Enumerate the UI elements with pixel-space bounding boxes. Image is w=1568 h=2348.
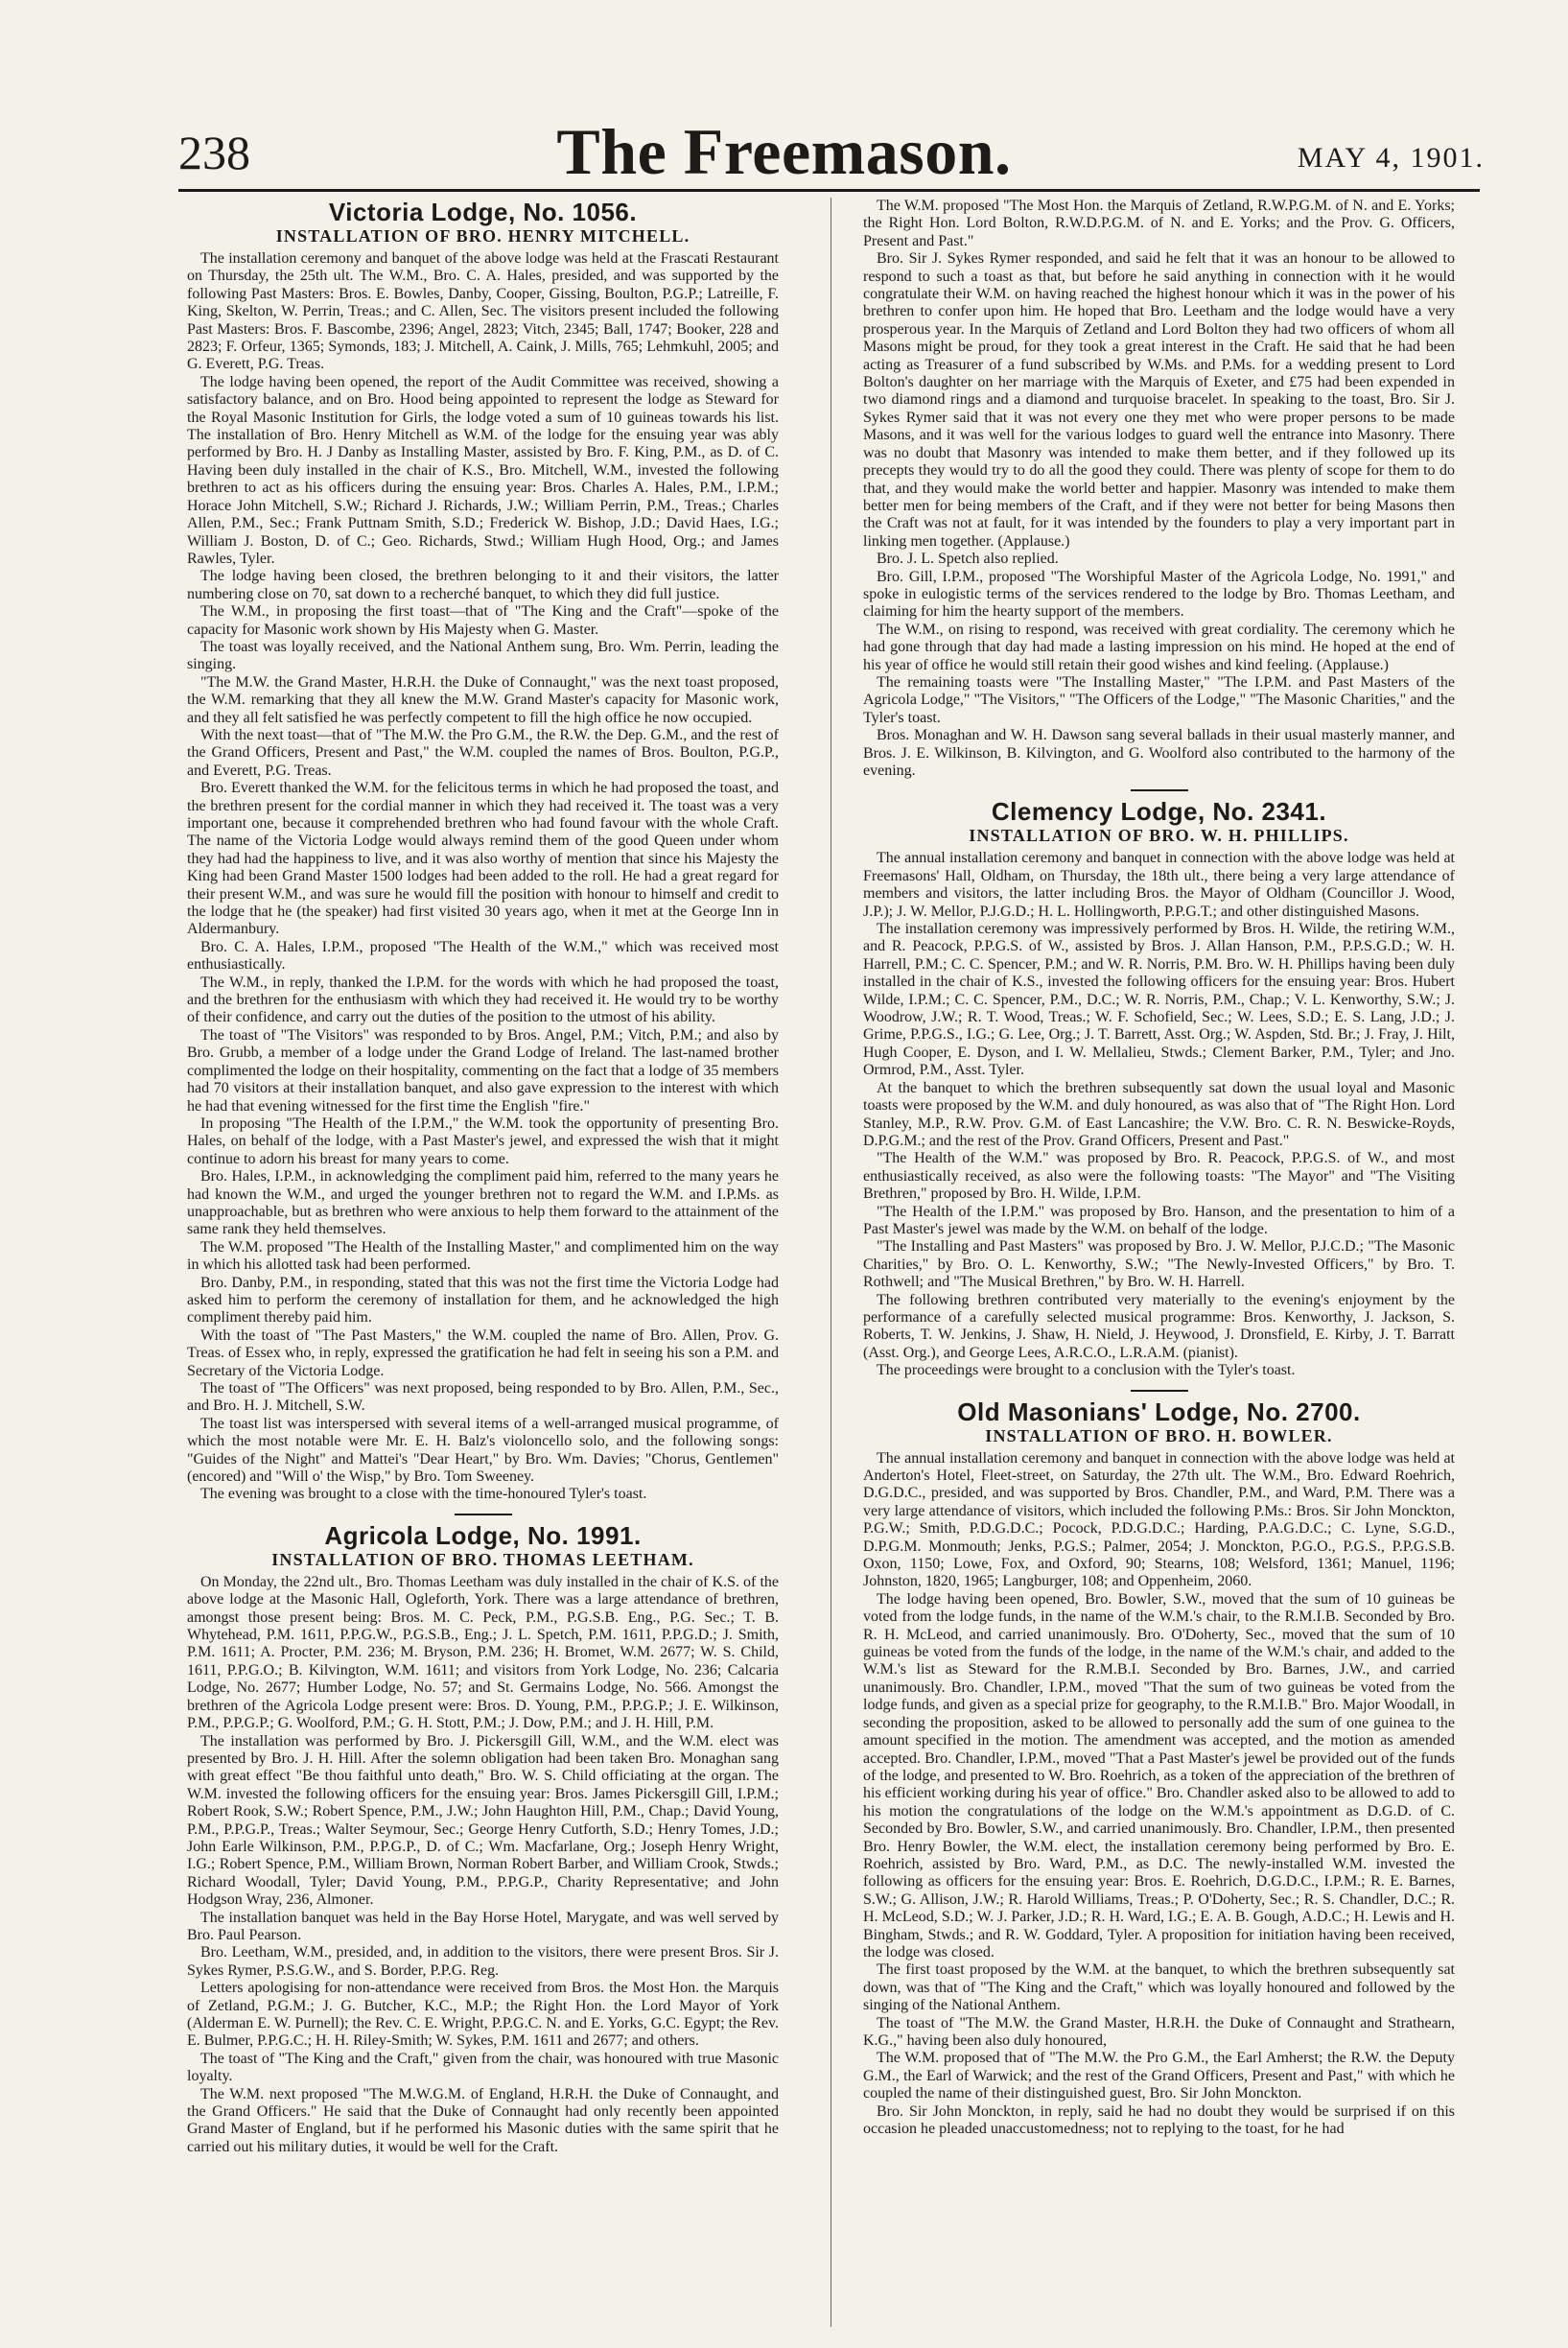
paragraph: The evening was brought to a close with the time-honoured Tyler's toast. (200, 1486, 647, 1503)
article-victoria-lodge (187, 198, 779, 1504)
paragraph: The installation banquet was held in the Bay Horse Hotel, Marygate, and was well served by Bro. Paul Pearson. (187, 1909, 779, 1943)
paragraph: Bros. Monaghan and W. H. Dawson sang several ballads in their usual masterly manner, and Bros. J. E. Wilkinson, B. Kilvington, and G. Woolford also contributed to the harmony of the evening. (863, 727, 1455, 779)
paragraph: Bro. Everett thanked the W.M. for the felicitous terms in which he had proposed the toast, and the brethren present for the cordial manner in which they had received it. The toast was a very important one, because it comprehended brethren who had found favour with the whole Craft. The name of the Victoria Lodge would always remind them of the good Queen under whom they had had the happiness to live, and it was also worthy of mention that since his Majesty the King had been Grand Master 1500 lodges had been added to the roll. He had a great regard for their present W.M., and was sure he would fill the position with honour to himself and credit to the lodge that he (the speaker) had first visited 30 years ago, when it met at the George Inn in Aldermanbury. (187, 780, 779, 938)
paragraph: The W.M. proposed "The Most Hon. the Marquis of Zetland, R.W.P.G.M. of N. and E. Yorks; the Right Hon. Lord Bolton, R.W.D.P.G.M. of N. and E. Yorks; and the Prov. G. Officers, Present and Past." (863, 198, 1455, 249)
article-clemency-lodge (863, 797, 1455, 1379)
right-column (863, 198, 1455, 2344)
paragraph: Bro. Sir J. Sykes Rymer responded, and said he felt that it was an honour to be allowed to respond to such a toast as that, but before he said anything in connection with it he would congratulate their W.M. on having reached the highest honour which it was in the power of his brethren to confer upon him. He hoped that Bro. Leetham and the lodge would have a very prosperous year. In the Marquis of Zetland and Lord Bolton they had two officers of whom all Masons might be proud, for they took a great interest in the Craft. He said that he had been acting as Treasurer of a fund subscribed by W.Ms. and P.Ms. for a wedding present to Lord Bolton's daughter on her marriage with the Marquis of Exeter, and £75 had been expended in two diamond rings and a diamond and turquoise bracelet. In speaking to the toast, Bro. Sir J. Sykes Rymer said that it was not every one they met who were proper persons to be made Masons, and it was well for the various lodges to guard well the entrance into Masonry. There was no doubt that Masonry was intended to make them better, and if they followed up its precepts they would try to do all the good they could. There was plenty of scope for them to do that, and they would make the world better and happier. Masonry was intended to make them better men for being members of the Craft, and if they were not better for being Masons then the Craft was not at fault, for it was intended by the founders to play a very important part in linking men together. (Applause.) (863, 250, 1455, 550)
paragraph: The toast list was interspersed with several items of a well-arranged musical programme, of which the most notable were Mr. E. H. Balz's violoncello solo, and the following songs: "Guides of the Night" and Mattei's "Dear Heart," by Bro. Wm. Davies; "Chorus, Gentlemen" (encored) and "Will o' the Wisp," by Bro. Tom Sweeney. (187, 1415, 779, 1486)
paragraph: The toast was loyally received, and the National Anthem sung, Bro. Wm. Perrin, leading the singing. (187, 638, 779, 673)
paragraph: The lodge having been opened, the report of the Audit Committee was received, showing a satisfactory balance, and on Bro. Hood being appointed to represent the lodge as Steward for the Royal Masonic Institution for Girls, the lodge voted a sum of 10 guineas towards his list. The installation of Bro. Henry Mitchell as W.M. of the lodge for the ensuing year was ably performed by Bro. H. J Danby as Installing Master, assisted by Bro. F. King, P.M., as D. of C. Having been duly installed in the chair of K.S., Bro. Mitchell, W.M., invested the following brethren to act as his officers during the ensuing year: Bros. Charles A. Hales, P.M., I.P.M.; Horace John Mitchell, S.W.; Richard J. Richards, J.W.; William Perrin, P.M., Treas.; Charles Allen, P.M., Sec.; Frank Puttnam Smith, S.D.; Frederick W. Bishop, J.D.; David Haes, I.G.; William J. Boston, D. of C.; Geo. Richards, Stwd.; William Hugh Hood, Org.; and James Rawles, Tyler. (187, 373, 779, 567)
article-body (863, 850, 1455, 1379)
paragraph: With the next toast—that of "The M.W. the Pro G.M., the R.W. the Dep. G.M., and the rest of the Grand Officers, Present and Past," the W.M. coupled the names of Bros. Boulton, P.G.P., and Everett, P.G. Treas. (187, 726, 779, 779)
paragraph: "The Health of the I.P.M." was proposed by Bro. Hanson, and the presentation to him of a Past Master's jewel was made by the W.M. on behalf of the lodge. (863, 1203, 1455, 1237)
paragraph: The W.M., on rising to respond, was received with great cordiality. The ceremony which he had gone through that day had made a lasting impression on his mind. He hoped at the end of his year of office he would still retain their good wishes and kind feeling. (Applause.) (863, 621, 1455, 673)
paragraph: The W.M., in reply, thanked the I.P.M. for the words with which he had proposed the toast, and the brethren for the enthusiasm with which they had received it. He would try to be worthy of their confidence, and carry out the duties of the position to the utmost of his ability. (187, 974, 779, 1026)
paragraph: The W.M. proposed "The Health of the Installing Master," and complimented him on the way in which his allotted task had been performed. (187, 1238, 779, 1274)
paragraph: The lodge having been opened, Bro. Bowler, S.W., moved that the sum of 10 guineas be voted from the lodge funds, in the name of the W.M.'s chair, to the R.M.I.B. Seconded by Bro. R. H. McLeod, and carried unanimously. Bro. O'Doherty, Sec., moved that the sum of 10 guineas be voted from the funds of the lodge, in the name of the W.M.'s chair, and added to the W.M.'s list as Steward for the R.M.B.I. Seconded by Bro. Barnes, J.W., and carried unanimously. Bro. Chandler, I.P.M., moved "That the sum of two guineas be voted from the lodge funds, and given as a special prize for geography, to the R.M.I.B." Bro. Major Woodall, in seconding the proposition, asked to be allowed to personally add the sum of one guinea to the amount specified in the motion. The amendment was accepted, and the motion as amended accepted. Bro. Chandler, I.P.M., moved "That a Past Master's jewel be provided out of the funds of the lodge, and presented to W. Bro. Roehrich, as a token of the appreciation of the brethren of his efficient working during his year of office." Bro. Chandler asked also to be allowed to add to his motion the congratulations of the lodge on the W.M.'s appointment as D.G.D. of C. Seconded by Bro. Bowler, S.W., and carried unanimously. Bro. Chandler, I.P.M., then presented Bro. Henry Bowler, the W.M. elect, the installation ceremony being performed by Bro. E. Roehrich, assisted by Bro. Ward, P.M., as D.C. The newly-installed W.M. invested the following as officers for the ensuing year: Bros. E. Roehrich, D.G.D.C., I.P.M.; R. E. Barnes, S.W.; G. Allison, J.W.; R. Harold Williams, Treas.; P. O'Doherty, Sec.; R. S. Chandler, D.C.; R. H. McLeod, S.D.; W. J. Parker, J.D.; R. H. Ward, I.G.; E. A. B. Gough, A.D.C.; H. Lewis and H. Bingham, Stwds.; and R. W. Goddard, Tyler. A proposition for initiation having been received, the lodge was closed. (863, 1590, 1455, 1961)
article-title: Victoria Lodge, No. 1056. (328, 198, 638, 226)
article-body (187, 1574, 779, 2156)
paragraph: The toast of "The King and the Craft," given from the chair, was honoured with true Masonic loyalty. (187, 2050, 779, 2085)
publication-title: The Freemason. (556, 115, 1012, 188)
paragraph: On Monday, the 22nd ult., Bro. Thomas Leetham was duly installed in the chair of K.S. of the above lodge at the Masonic Hall, Ogleforth, York. There was a large attendance of brethren, amongst those present being: Bros. M. C. Peck, P.M., P.G.S.B. Eng., P.G. Sec.; T. B. Whytehead, P.M. 1611, P.P.G.W., P.G.S.B., Eng.; J. L. Spetch, P.M. 1611, P.P.G.D.; J. Smith, P.M. 1611; A. Procter, P.M. 236; M. Bryson, P.M. 236; H. Bromet, W.M. 2677; W. S. Child, 1611, P.P.G.O.; B. Kilvington, W.M. 1611; and visitors from York Lodge, No. 236; Calcaria Lodge, No. 2677; Humber Lodge, No. 57; and St. Germains Lodge, No. 566. Amongst the brethren of the Agricola Lodge present were: Bros. D. Young, P.M., P.P.G.P.; J. E. Wilkinson, P.M., P.P.G.P.; G. Woolford, P.M.; G. H. Stott, P.M.; J. Dow, P.M.; and J. H. Hill, P.M. (187, 1573, 779, 1732)
paragraph: The proceedings were brought to a conclusion with the Tyler's toast. (877, 1362, 1296, 1379)
paragraph: The lodge having been closed, the brethren belonging to it and their visitors, the latter numbering close on 70, sat down to a recherché banquet, to which they did full justice. (187, 568, 779, 602)
paragraph: The toast of "The Visitors" was responded to by Bros. Angel, P.M.; Vitch, P.M.; and also by Bro. Grubb, a member of a lodge under the Grand Lodge of Ireland. The last-named brother complimented the lodge on their hospitality, commenting on the fact that a lodge of 35 members had 70 visitors at their installation banquet, and also gave expression to the interest with which he had that evening witnessed for the first time the English "fire." (187, 1026, 779, 1115)
article-agricola-lodge (187, 1521, 779, 2156)
paragraph: The installation was performed by Bro. J. Pickersgill Gill, W.M., and the W.M. elect was presented by Bro. J. H. Hill. After the solemn obligation had been taken Bro. Monaghan sang with great effect "Be thou faithful unto death," Bro. W. S. Child officiating at the organ. The W.M. invested the following officers for the ensuing year: Bros. James Pickersgill Gill, I.P.M.; Robert Rook, S.W.; Robert Spence, P.M., J.W.; John Haughton Hill, P.M., Chap.; David Young, P.M., P.P.G.P., Treas.; Walter Seymour, Sec.; George Henry Cutforth, S.D.; Henry Tomes, J.D.; John Earle Wilkinson, P.M., P.P.G.P., D. of C.; Wm. Macfarlane, Org.; Joseph Henry Wright, I.G.; Robert Spence, P.M., William Brown, Norman Robert Barber, and William Crook, Stwds.; Richard Woodall, Tyler; David Young, P.M., P.P.G.P., Charity Representative; and John Hodgson Wray, 236, Almoner. (187, 1732, 779, 1909)
article-title: Agricola Lodge, No. 1991. (324, 1520, 642, 1550)
paragraph: The W.M., in proposing the first toast—that of "The King and the Craft"—spoke of the capacity for Masonic work shown by His Majesty when G. Master. (187, 603, 779, 638)
paragraph: Letters apologising for non-attendance were received from Bros. the Most Hon. the Marquis of Zetland, P.G.M.; J. G. Butcher, K.C., M.P.; the Right Hon. the Lord Mayor of York (Alderman E. W. Purnell); the Rev. C. E. Wright, P.P.G.C. N. and E. Yorks, G.C. Egypt; the Rev. E. Bulmer, P.P.G.C.; H. H. Riley-Smith; W. Sykes, P.M. 1611 and 2677; and others. (187, 1980, 779, 2050)
paragraph: The annual installation ceremony and banquet in connection with the above lodge was held at Freemasons' Hall, Oldham, on Thursday, the 18th ult., there being a very large attendance of members and visitors, the latter including Bros. the Mayor of Oldham (Councillor J. Wood, J.P.); J. W. Mellor, P.J.G.D.; H. L. Hollingworth, P.P.G.T.; and other distinguished Masons. (863, 850, 1455, 920)
section-rule (1131, 1390, 1188, 1392)
article-body (863, 198, 1455, 780)
paragraph: Bro. Hales, I.P.M., in acknowledging the compliment paid him, referred to the many years he had known the W.M., and urged the younger brethren not to regard the W.M. and I.P.Ms. as unapproachable, but as brethren who were anxious to help them forward to the attainment of the same rank they held themselves. (187, 1168, 779, 1238)
article-title: Clemency Lodge, No. 2341. (991, 797, 1327, 827)
article-subtitle: INSTALLATION OF BRO. HENRY MITCHELL. (275, 226, 690, 246)
paragraph: Bro. C. A. Hales, I.P.M., proposed "The Health of the W.M.," which was received most enthusiastically. (187, 938, 779, 974)
paragraph: Bro. Danby, P.M., in responding, stated that this was not the first time the Victoria Lodge had asked him to perform the ceremony of installation for them, and he acknowledged the high compliment thereby paid him. (187, 1274, 779, 1327)
left-column (187, 198, 779, 2344)
article-agricola-continued (863, 198, 1455, 780)
section-rule (455, 1514, 512, 1515)
article-subtitle: INSTALLATION OF BRO. W. H. PHILLIPS. (969, 826, 1349, 846)
article-title: Old Masonians' Lodge, No. 2700. (957, 1397, 1361, 1426)
article-body (187, 250, 779, 1504)
paragraph: The remaining toasts were "The Installing Master," "The I.P.M. and Past Masters of the Agricola Lodge," "The Visitors," "The Officers of the Lodge," "The Masonic Charities," and the Tyler's toast. (863, 673, 1455, 726)
issue-date: MAY 4, 1901. (1297, 142, 1485, 174)
paragraph: Bro. Gill, I.P.M., proposed "The Worshipful Master of the Agricola Lodge, No. 1991," and spoke in eulogistic terms of the services rendered to the lodge by Bro. Thomas Leetham, and claiming for him the hearty support of the members. (863, 568, 1455, 621)
paragraph: The annual installation ceremony and banquet in connection with the above lodge was held at Anderton's Hotel, Fleet-street, on Saturday, the 27th ult. The W.M., Bro. Edward Roehrich, D.G.D.C., presided, and was supported by Bros. Chandler, P.M., and Ward, P.M. There was a very large attendance of visitors, which included the following P.Ms.: Bros. Sir John Monckton, P.G.W.; Smith, P.D.G.D.C.; Pocock, P.D.G.D.C.; Harding, P.A.G.D.C.; C. Lyne, S.G.D., D.P.G.M. Monmouth; Jenks, P.G.S.; Palmer, 2054; J. Monckton, P.G.O., P.G.S., P.P.G.S.B. Oxon, 1150; Lowe, Fox, and Oxford, 90; Stearns, 108; Welsford, 1361; Manuel, 1196; Johnston, 1820, 1965; Langburger, 108; and Oppenheim, 2060. (863, 1449, 1455, 1590)
paragraph: With the toast of "The Past Masters," the W.M. coupled the name of Bro. Allen, Prov. G. Treas. of Essex who, in reply, expressed the gratification he had felt in seeing his son a P.M. and Secretary of the Victoria Lodge. (187, 1327, 779, 1379)
masthead (0, 0, 1568, 192)
page-number: 238 (178, 126, 250, 179)
paragraph: "The Installing and Past Masters" was proposed by Bro. J. W. Mellor, P.J.C.D.; "The Masonic Charities," by Bro. O. L. Kenworthy, S.W.; "The Newly-Invested Officers," by Bro. T. Rothwell; and "The Musical Brethren," by Bro. W. H. Harrell. (863, 1238, 1455, 1291)
paragraph: The installation ceremony and banquet of the above lodge was held at the Frascati Restaurant on Thursday, the 25th ult. The W.M., Bro. C. A. Hales, presided, and was supported by the following Past Masters: Bros. E. Bowles, Danby, Cooper, Gissing, Boulton, P.G.P.; Latreille, F. King, Skelton, W. Perrin, Treas.; and C. Allen, Sec. The visitors present included the following Past Masters: Bros. F. Bascombe, 2396; Angel, 2823; Vitch, 2345; Ball, 1747; Booker, 228 and 2823; F. Orfeur, 1365; Symonds, 183; J. Mitchell, A. Caink, J. Mills, 765; Lehmkuhl, 2005; and G. Everett, P.G. Treas. (187, 250, 779, 373)
paragraph: The toast of "The Officers" was next proposed, being responded to by Bro. Allen, P.M., Sec., and Bro. H. J. Mitchell, S.W. (187, 1380, 779, 1415)
paragraph: Bro. J. L. Spetch also replied. (877, 551, 1059, 568)
paragraph: In proposing "The Health of the I.P.M.," the W.M. took the opportunity of presenting Bro. Hales, on behalf of the lodge, with a Past Master's jewel, and expressed the wish that it might continue to adorn his breast for many years to come. (187, 1115, 779, 1167)
paragraph: The following brethren contributed very materially to the evening's enjoyment by the performance of a carefully selected musical programme: Bros. Kenworthy, J. Jackson, S. Roberts, T. W. Jenkins, J. Shaw, H. Nield, J. Heywood, J. Dronsfield, E. Kirby, J. T. Barratt (Asst. Org.), and George Lees, A.R.C.O., L.R.A.M. (pianist). (863, 1291, 1455, 1361)
paragraph: Bro. Sir John Monckton, in reply, said he had no doubt they would be surprised if on this occasion he pleaded unaccustomedness; not to replying to the toast, for he had (863, 2102, 1455, 2138)
paragraph: "The M.W. the Grand Master, H.R.H. the Duke of Connaught," was the next toast proposed, the W.M. remarking that they all knew the M.W. Grand Master's capacity for Masonic work, and they all felt satisfied he was perfectly competent to fill the high office he now occupied. (187, 673, 779, 726)
masthead-rule (178, 189, 1480, 192)
paragraph: "The Health of the W.M." was proposed by Bro. R. Peacock, P.P.G.S. of W., and most enthusiastically received, as also were the following toasts: "The Mayor" and "The Visiting Brethren," proposed by Bro. H. Wilde, I.P.M. (863, 1150, 1455, 1203)
paragraph: The installation ceremony was impressively performed by Bros. H. Wilde, the retiring W.M., and R. Peacock, P.P.G.S. of W., assisted by Bros. J. Allan Hanson, P.M., P.P.S.G.D.; W. H. Harrell, P.M.; C. C. Spencer, P.M.; and W. R. Norris, P.M. Bro. W. H. Phillips having been duly installed in the chair of K.S., invested the following officers for the ensuing year: Bros. Hubert Wilde, I.P.M.; C. C. Spencer, P.M., D.C.; W. R. Norris, P.M., Chap.; V. L. Kenworthy, S.W.; J. Woodrow, J.W.; R. T. Wood, Treas.; W. F. Schofield, Sec.; W. Lees, S.D.; E. S. Lang, J.D.; J. Grime, P.P.G.S., I.G.; G. Lee, Org.; J. T. Barrett, Asst. Org.; W. Aspden, Std. Br.; J. Fray, J. Hilt, Hugh Cooper, E. Dyson, and I. W. Mellalieu, Stwds.; Clement Barker, P.M., Tyler; and Jno. Ormrod, P.M., Asst. Tyler. (863, 921, 1455, 1079)
paragraph: The W.M. proposed that of "The M.W. the Pro G.M., the Earl Amherst; the R.W. the Deputy G.M., the Earl of Warwick; and the rest of the Grand Officers, Present and Past," with which he coupled the name of their distinguished guest, Bro. Sir John Monckton. (863, 2050, 1455, 2102)
paragraph: At the banquet to which the brethren subsequently sat down the usual loyal and Masonic toasts were proposed by the W.M. and duly honoured, as was also that of "The Right Hon. Lord Stanley, M.P., R.W. Prov. G.M. of East Lancashire; the V.W. Bro. C. R. N. Beswicke-Royds, D.P.G.M.; and the rest of the Prov. Grand Officers, Present and Past." (863, 1079, 1455, 1149)
article-old-masonians-lodge (863, 1397, 1455, 2139)
paragraph: The toast of "The M.W. the Grand Master, H.R.H. the Duke of Connaught and Strathearn, K.G.," having been also duly honoured, (863, 2014, 1455, 2049)
paragraph: The W.M. next proposed "The M.W.G.M. of England, H.R.H. the Duke of Connaught, and the Grand Officers." He said that the Duke of Connaught had only recently been appointed Grand Master of England, but if he performed his Masonic duties with the same spirit that he carried out his military duties, it would be well for the Craft. (187, 2085, 779, 2155)
section-rule (1131, 789, 1188, 791)
paragraph: The first toast proposed by the W.M. at the banquet, to which the brethren subsequently sat down, was that of "The King and the Craft," which was loyally honoured and followed by the singing of the National Anthem. (863, 1961, 1455, 2014)
article-body (863, 1450, 1455, 2139)
article-subtitle: INSTALLATION OF BRO. H. BOWLER. (985, 1425, 1333, 1445)
paragraph: Bro. Leetham, W.M., presided, and, in addition to the visitors, there were present Bros. Sir J. Sykes Rymer, P.S.G.W., and S. Border, P.P.G. Reg. (187, 1944, 779, 1979)
article-subtitle: INSTALLATION OF BRO. THOMAS LEETHAM. (271, 1549, 694, 1569)
